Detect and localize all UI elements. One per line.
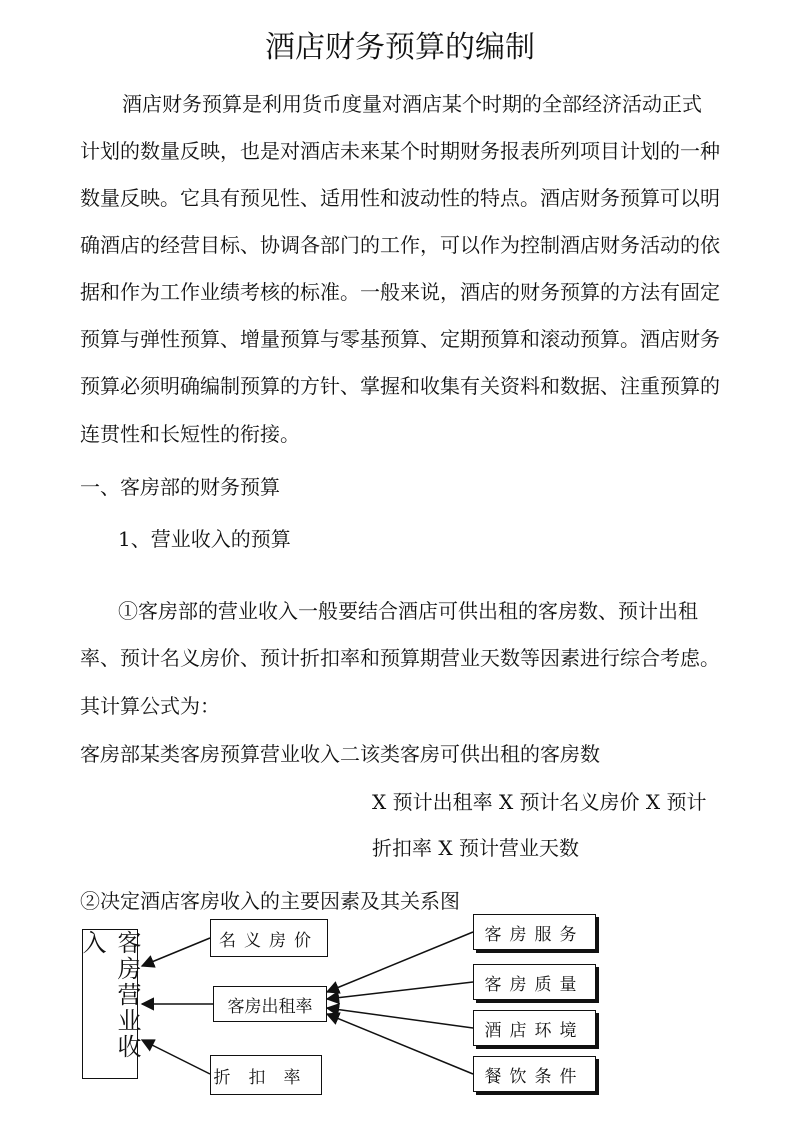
- room-service-box: 客房服务: [473, 914, 596, 950]
- hotel-environment-box: 酒店环境: [473, 1010, 596, 1046]
- formula-line-3: 折扣率 X 预计营业天数: [372, 836, 579, 860]
- intro-line-6: 预算与弹性预算、增量预算与零基预算、定期预算和滚动预算。酒店财务: [80, 327, 720, 351]
- document-title: 酒店财务预算的编制: [265, 30, 535, 65]
- discount-rate-box: 折扣率: [210, 1055, 322, 1095]
- room-quality-box: 客房质量: [473, 964, 596, 1000]
- intro-line-8: 连贯性和长短性的衔接。: [80, 422, 300, 446]
- arrow-dining-to-occupancy: [327, 1014, 473, 1074]
- nominal-price-box: 名义房价: [210, 919, 328, 957]
- formula-line-2: X 预计出租率 X 预计名义房价 X 预计: [372, 790, 707, 814]
- diagram-caption: ②决定酒店客房收入的主要因素及其关系图: [80, 889, 460, 913]
- paragraph-line-3: 其计算公式为：: [80, 694, 220, 718]
- paragraph-line-1: ①客房部的营业收入一般要结合酒店可供出租的客房数、预计出租: [118, 599, 698, 623]
- arrow-quality-to-occupancy: [327, 982, 473, 999]
- arrow-discount-to-revenue: [142, 1040, 210, 1074]
- arrow-service-to-occupancy: [327, 932, 473, 992]
- intro-line-5: 据和作为工作业绩考核的标准。一般来说，酒店的财务预算的方法有固定: [80, 280, 720, 304]
- section-heading: 一、客房部的财务预算: [80, 475, 280, 499]
- paragraph-line-2: 率、预计名义房价、预计折扣率和预算期营业天数等因素进行综合考虑。: [80, 646, 720, 670]
- intro-line-4: 确酒店的经营目标、协调各部门的工作，可以作为控制酒店财务活动的依: [80, 233, 720, 257]
- arrow-environment-to-occupancy: [327, 1008, 473, 1028]
- subsection-heading: 1、营业收入的预算: [118, 527, 291, 551]
- room-revenue-box: 客房营业收入: [82, 929, 138, 1079]
- occupancy-rate-box: 客房出租率: [213, 986, 327, 1022]
- dining-conditions-box: 餐饮条件: [473, 1056, 596, 1092]
- intro-line-7: 预算必须明确编制预算的方针、掌握和收集有关资料和数据、注重预算的: [80, 374, 720, 398]
- intro-line-2: 计划的数量反映，也是对酒店未来某个时期财务报表所列项目计划的一种: [80, 139, 720, 163]
- formula-line-1: 客房部某类客房预算营业收入二该类客房可供出租的客房数: [80, 742, 600, 766]
- intro-line-3: 数量反映。它具有预见性、适用性和波动性的特点。酒店财务预算可以明: [80, 186, 720, 210]
- arrow-price-to-revenue: [142, 938, 210, 966]
- intro-line-1: 酒店财务预算是利用货币度量对酒店某个时期的全部经济活动正式: [122, 92, 702, 116]
